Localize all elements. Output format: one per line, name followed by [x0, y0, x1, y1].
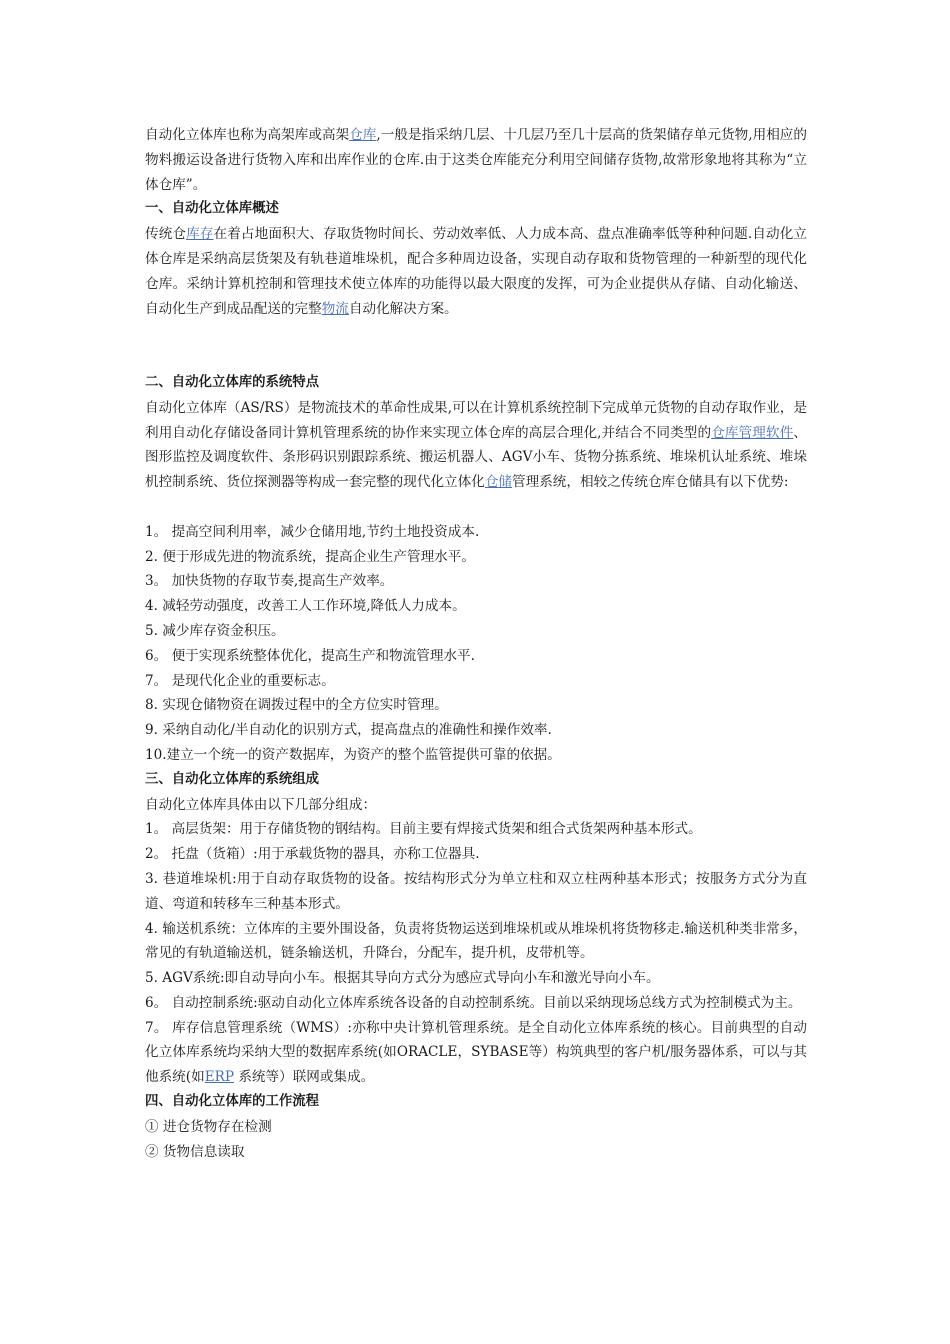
workflow-step: ① 进仓货物存在检测 [145, 1118, 272, 1135]
component-item-text: 7。 库存信息管理系统（WMS）:亦称中央计算机管理系统。是全自动化立体库系统的核心。目前典型的自动化立体库系统均采纳大型的数据库系统(如ORACLE，SYBASE等）构筑典型的客户机/服务器体系，可以与其他系统(如 [145, 1019, 807, 1086]
storage-link[interactable]: 仓储 [484, 474, 513, 491]
warehouse-link[interactable]: 仓库 [349, 127, 377, 143]
section1-paragraph [145, 222, 807, 321]
section2-text-cont: 、图形监控及调度软件、条形码识别跟踪系统、搬运机器人、AGV小车、货物分拣系统、堆垛机认址系统、堆垛机控制系统、货位探测器等构成一套完整的现代化立体化 [145, 424, 807, 491]
intro-paragraph [145, 123, 807, 197]
component-item: 5. AGV系统:即自动导向小车。根据其导向方式分为感应式导向小车和激光导向小车。 [145, 970, 660, 987]
advantage-item: 8. 实现仓储物资在调拨过程中的全方位实时管理。 [145, 697, 448, 714]
advantage-item: 3。 加快货物的存取节奏,提高生产效率。 [145, 573, 394, 590]
intro-text: 自动化立体库也称为高架库或高架 [145, 127, 350, 143]
section1-text: 传统仓 [145, 226, 187, 243]
section2-text-end: 管理系统，相较之传统仓库仓储具有以下优势: [512, 474, 789, 491]
spacer [145, 495, 807, 520]
section2-paragraph [145, 396, 807, 495]
section1-text-end: 自动化解决方案。 [348, 300, 458, 317]
component-item: 6。 自动控制系统:驱动自动化立体库系统各设备的自动控制系统。目前以采纳现场总线方式为控制模式为主。 [145, 994, 802, 1011]
advantage-item: 7。 是现代化企业的重要标志。 [145, 672, 335, 689]
section3-lead: 自动化立体库具体由以下几部分组成： [145, 796, 377, 813]
wms-software-link[interactable]: 仓库管理软件 [711, 424, 794, 441]
advantage-item: 9. 采纳自动化/半自动化的识别方式，提高盘点的准确性和操作效率. [145, 722, 552, 739]
advantage-item: 10.建立一个统一的资产数据库，为资产的整个监管提供可靠的依据。 [145, 746, 561, 763]
intro-text-cont: ,一般是指采纳几层、十几层乃至几十层高的货架储存单元货物,用相应的物料搬运设备进行货物入库和出库作业的仓库.由于这类仓库能充分利用空间储存货物,故常形象地将其称为“立体仓库”。 [145, 127, 808, 193]
inventory-link[interactable]: 库存 [186, 226, 214, 243]
advantage-item: 2. 便于形成先进的物流系统，提高企业生产管理水平。 [145, 548, 475, 565]
section3-heading: 三、自动化立体库的系统组成 [145, 771, 320, 787]
component-item: 2。 托盘（货箱）:用于承载货物的器具，亦称工位器具. [145, 846, 480, 863]
section2-heading: 二、自动化立体库的系统特点 [145, 374, 320, 390]
component-item-text-end: 系统等）联网或集成。 [234, 1069, 375, 1086]
component-item: 1。 高层货架：用于存储货物的钢结构。目前主要有焊接式货架和组合式货架两种基本形式。 [145, 821, 702, 838]
advantage-item: 6。 便于实现系统整体优化，提高生产和物流管理水平. [145, 647, 475, 664]
advantage-item: 4. 减轻劳动强度，改善工人工作环境,降低人力成本。 [145, 598, 466, 615]
erp-link[interactable]: ERP [204, 1069, 234, 1086]
component-item: 3. 巷道堆垛机:用于自动存取货物的设备。按结构形式分为单立柱和双立柱两种基本形式；按服务方式分为直道、弯道和转移车三种基本形式。 [145, 870, 807, 912]
workflow-step: ② 货物信息读取 [145, 1143, 245, 1160]
component-item [145, 1016, 807, 1090]
advantage-item: 5. 减少库存资金积压。 [145, 622, 285, 639]
logistics-link[interactable]: 物流 [321, 300, 349, 317]
section4-heading: 四、自动化立体库的工作流程 [145, 1094, 320, 1110]
section1-text-cont: 在着占地面积大、存取货物时间长、劳动效率低、人力成本高、盘点准确率低等种种问题.自动化立体仓库是采纳高层货架及有轨巷道堆垛机，配合多种周边设备，实现自动存取和货物管理的一种新型的现代化仓库。采纳计算机控制和管理技术使立体库的功能得以最大限度的发挥，可为企业提供从存储、自动化输送、自动化生产到成品配送的完整 [145, 226, 807, 317]
component-item: 4. 输送机系统：立体库的主要外围设备，负责将货物运送到堆垛机或从堆垛机将货物移走.输送机种类非常多，常见的有轨道输送机，链条输送机，升降台，分配车，提升机，皮带机等。 [145, 920, 807, 962]
section2-text: 自动化立体库（AS/RS）是物流技术的革命性成果,可以在计算机系统控制下完成单元货物的自动存取作业，是利用自动化存储设备同计算机管理系统的协作来实现立体仓库的高层合理化,并结合不同类型的 [145, 399, 807, 441]
document-page [145, 123, 807, 1164]
section1-heading: 一、自动化立体库概述 [145, 201, 279, 217]
advantage-item: 1。 提高空间利用率，减少仓储用地,节约土地投资成本. [145, 523, 480, 540]
spacer [145, 321, 807, 371]
